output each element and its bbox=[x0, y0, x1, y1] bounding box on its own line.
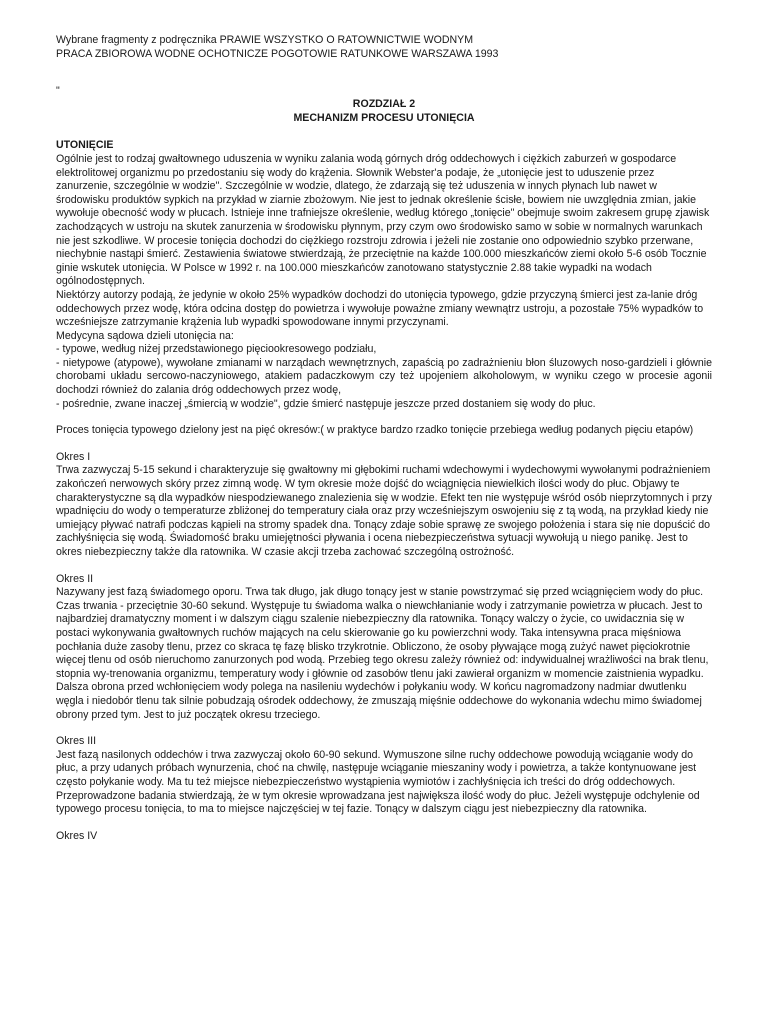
period-2-text: Nazywany jest fazą świadomego oporu. Trwa tak długo, jak długo tonący jest w stanie powstrzymać się przed wciągnięciem wody do płuc. Czas trwania - przeciętnie 30-60 sekund. Występuje tu świadoma walka o niewchłanianie wody i zatrzymanie powietrza w płucach. Jest to najbardziej dramatyczny moment i w dalszym ciągu szalenie niebezpieczny dla ratownika. Tonący walczy o życie, co uwidacznia się w postaci wykonywania gwałtownych ruchów mających na celu skierowanie go ku powierzchni wody. Taka intensywna praca mięśniowa pochłania duże zasoby tlenu, przez co skraca tę fazę blisko trzykrotnie. Obliczono, że osoby pływające mogą zużyć nawet pięciokrotnie więcej tlenu od osób nieruchomo zanurzonych pod wodą. Przebieg tego okresu zależy również od: indywidualnej wrażliwości na brak tlenu, stopnia wy-trenowania organizmu, temperatury wody i głównie od zasobów tlenu jaki zawierał organizm w momencie zaistnienia wypadku. Dalsza obrona przed wchłonięciem wody polega na nasileniu wydechów i połykaniu wody. W końcu nagromadzony nadmiar dwutlenku węgla i niedobór tlenu tak silnie pobudzają ośrodek oddechowy, że zmuszają mięśnie oddechowe do wykonania wdechu mimo świadomej obrony przed tym. Jest to już początek okresu trzeciego. bbox=[56, 586, 709, 721]
period-1-text: Trwa zazwyczaj 5-15 sekund i charakteryzuje się gwałtowny mi głębokimi ruchami wdechowymi i wydechowymi wywołanymi podrażnieniem zakończeń nerwowych skóry przez zimną wodę. W tym okresie może dojść do wciągnięcia niewielkich ilości wody do płuc. Objawy te charakterystyczne są dla wypadków niespodziewanego znalezienia się w wodzie. Efekt ten nie występuje wśród osób nieprzytomnych i przy wpadnięciu do wody o temperaturze zbliżonej do temperatury ciała oraz przy wcześniejszym oswojeniu się z tą wodą, na przykład kiedy nie umiejący pływać natrafi podczas kąpieli na stromy spadek dna. Tonący zdaje sobie sprawę ze swojego położenia i stara się nie dopuścić do zachłyśnięcia się wodą. Świadomość braku umiejętności pływania i ocena niebezpieczeństwa sytuacji wywołują u niego panikę. Jest to okres niebezpieczny także dla ratownika. W czasie akcji trzeba zachować szczególną ostrożność. bbox=[56, 464, 712, 558]
stray-quote-mark: " bbox=[56, 85, 60, 98]
source-line-1: Wybrane fragmenty z podręcznika PRAWIE WSZYSTKO O RATOWNICTWIE WODNYM bbox=[56, 34, 474, 46]
period-2-title: Okres II bbox=[56, 572, 94, 585]
period-1-title: Okres I bbox=[56, 450, 91, 463]
chapter-number: ROZDZIAŁ 2 bbox=[352, 98, 416, 111]
period-4-title: Okres IV bbox=[56, 829, 98, 842]
list-intro: Medycyna sądowa dzieli utonięcia na: bbox=[56, 329, 234, 342]
paragraph-statistics: Niektórzy autorzy podają, że jedynie w około 25% wypadków dochodzi do utonięcia typowego, gdzie przyczyną śmierci jest za-lanie dróg oddechowych przez wodę, która odcina dostęp do powietrza i wywołuje poważne zmiany wewnątrz ustroju, a pozostałe 75% wypadków to wcześniejsze zatrzymanie krążenia lub wypadki spowodowane innymi przyczynami. bbox=[56, 288, 704, 329]
list-item-indirect: - pośrednie, zwane inaczej „śmiercią w wodzie", gdzie śmierć następuje jeszcze przed dostaniem się wody do płuc. bbox=[56, 397, 596, 410]
process-intro: Proces tonięcia typowego dzielony jest na pięć okresów:( w praktyce bardzo rzadko tonięcie przebiega według podanych pięciu etapów) bbox=[56, 424, 694, 437]
list-item-typical: - typowe, według niżej przedstawionego pięciookresowego podziału, bbox=[56, 343, 377, 356]
paragraph-definition: Ogólnie jest to rodzaj gwałtownego uduszenia w wyniku zalania wodą górnych dróg oddechowych i ciężkich zaburzeń w gospodarce elektrolitowej organizmu po przedostaniu się wody do krążenia. Słownik Webster'a podaje, że „utonięcie jest to uduszenie przez zanurzenie, szczególnie w wodzie". Szczególnie w wodzie, dlatego, że zdarzają się też uduszenia w innych płynach lub nawet w środowisku produktów sypkich na przykład w ziarnie zbożowym. Nie jest to jednak określenie ścisłe, bowiem nie uwzględnia zmian, jakie wywołuje obecność wody w płucach. Istnieje inne trafniejsze określenie, według którego „tonięcie" obejmuje swoim zakresem grupę zjawisk zachodzących w ustroju na skutek zanurzenia w środowisku płynnym, przy czym owo środowisko samo w sobie w normalnych warunkach nie jest szkodliwe. W procesie tonięcia dochodzi do ciężkiego rozstroju zdrowia i jeżeli nie zostanie ono odpowiednio szybko przerwane, niechybnie nastąpi śmierć. Zestawienia światowe stwierdzają, że przeciętnie na każde 100.000 mieszkańców ziemi około 5-6 osób Tocznie ginie wskutek utonięcia. W Polsce w 1992 r. na 100.000 mieszkańców zanotowano statystycznie 2.88 takie wypadki na wodach ogólnodostępnych. bbox=[56, 152, 710, 288]
period-3-title: Okres III bbox=[56, 735, 97, 748]
list-item-atypical: - nietypowe (atypowe), wywołane zmianami w narządach wewnętrznych, zapaścią po zadrażnieniu błon śluzowych noso-gardzieli i głównie chorobami układu sercowo-naczyniowego, atakiem padaczkowym czy też upojeniem alkoholowym, w wyniku czego w procesie agonii dochodzi również do zalania dróg oddechowych przez wodę, bbox=[56, 356, 712, 397]
source-line-2: PRACA ZBIOROWA WODNE OCHOTNICZE POGOTOWIE RATUNKOWE WARSZAWA 1993 bbox=[56, 47, 499, 60]
period-3-text: Jest fazą nasilonych oddechów i trwa zazwyczaj około 60-90 sekund. Wymuszone silne ruchy oddechowe powodują wciąganie wody do płuc, a przy udanych próbach wynurzenia, choć na chwilę, następuje wciąganie mieszaniny wody i powietrza, a także kontynuowane jest często połykanie wody. Ma tu też miejsce niebezpieczeństwo wystąpienia wymiotów i zachłyśnięcia ich treści do dróg oddechowych. Przeprowadzone badania stwierdzają, że w tym okresie wprowadzana jest największa ilość wody do płuc. Jeżeli występuje odchylenie od typowego procesu tonięcia, to ma to miejsce najczęściej w tej fazie. Tonący w dalszym ciągu jest niebezpieczny dla ratownika. bbox=[56, 748, 700, 816]
chapter-title: MECHANIZM PROCESU UTONIĘCIA bbox=[293, 111, 475, 124]
section-title: UTONIĘCIE bbox=[56, 139, 114, 152]
